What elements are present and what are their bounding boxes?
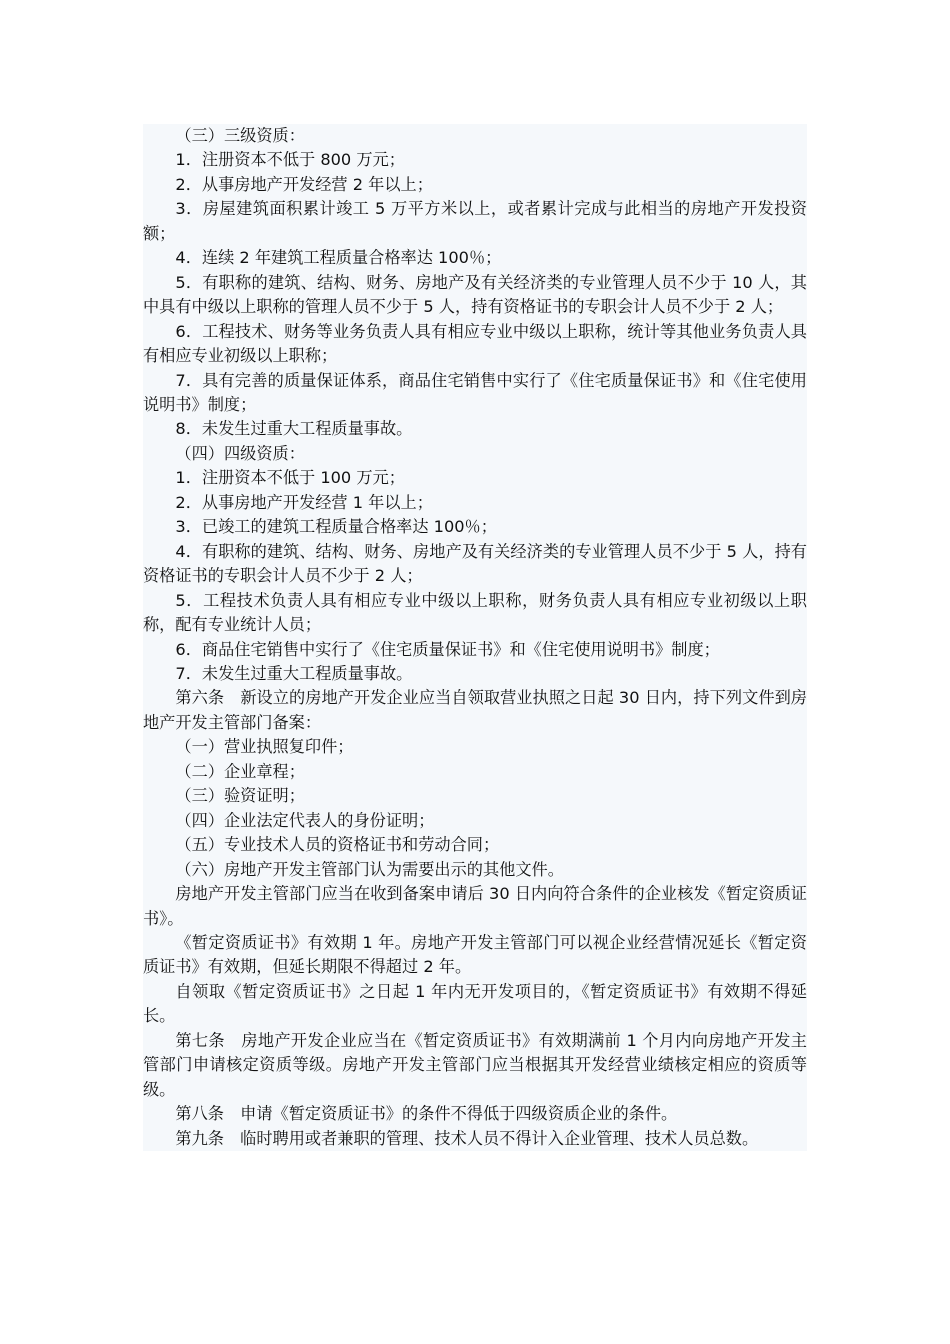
paragraph: 房地产开发主管部门应当在收到备案申请后 30 日内向符合条件的企业核发《暂定资质证书》。	[143, 884, 807, 928]
list-item: 3．房屋建筑面积累计竣工 5 万平方米以上，或者累计完成与此相当的房地产开发投资额；	[143, 199, 807, 243]
list-item: 4．有职称的建筑、结构、财务、房地产及有关经济类的专业管理人员不少于 5 人，持有资格证书的专职会计人员不少于 2 人；	[143, 541, 807, 586]
paragraph: 自领取《暂定资质证书》之日起 1 年内无开发项目的，《暂定资质证书》有效期不得延长。	[143, 981, 807, 1026]
article-9: 第九条 临时聘用或者兼职的管理、技术人员不得计入企业管理、技术人员总数。	[175, 1128, 759, 1148]
section-heading-grade-4: （四）四级资质：	[175, 443, 305, 463]
list-item: 8．未发生过重大工程质量事故。	[175, 419, 413, 439]
list-item: 6．工程技术、财务等业务负责人具有相应专业中级以上职称，统计等其他业务负责人具有相应专业初级以上职称；	[143, 321, 807, 366]
list-item: 7．具有完善的质量保证体系，商品住宅销售中实行了《住宅质量保证书》和《住宅使用说明书》制度；	[143, 370, 807, 414]
article-6: 第六条 新设立的房地产开发企业应当自领取营业执照之日起 30 日内，持下列文件到房地产开发主管部门备案：	[143, 688, 807, 732]
list-item: 5．有职称的建筑、结构、财务、房地产及有关经济类的专业管理人员不少于 10 人，其中具有中级以上职称的管理人员不少于 5 人，持有资格证书的专职会计人员不少于 2 人；	[143, 272, 807, 317]
article-7: 第七条 房地产开发企业应当在《暂定资质证书》有效期满前 1 个月内向房地产开发主管部门申请核定资质等级。房地产开发主管部门应当根据其开发经营业绩核定相应的资质等级。	[143, 1030, 807, 1099]
list-item: （六）房地产开发主管部门认为需要出示的其他文件。	[175, 859, 564, 879]
list-item: （五）专业技术人员的资格证书和劳动合同；	[175, 835, 500, 855]
list-item: 7．未发生过重大工程质量事故。	[175, 663, 413, 683]
paragraph: 《暂定资质证书》有效期 1 年。房地产开发主管部门可以视企业经营情况延长《暂定资质证书》有效期，但延长期限不得超过 2 年。	[143, 932, 807, 977]
list-item: 6．商品住宅销售中实行了《住宅质量保证书》和《住宅使用说明书》制度；	[175, 639, 720, 659]
list-item: 3．已竣工的建筑工程质量合格率达 100％；	[175, 517, 497, 537]
list-item: （四）企业法定代表人的身份证明；	[175, 810, 435, 830]
section-heading-grade-3: （三）三级资质：	[175, 126, 305, 145]
list-item: （三）验资证明；	[175, 786, 305, 806]
list-item: 1．注册资本不低于 800 万元；	[175, 150, 405, 170]
list-item: 4．连续 2 年建筑工程质量合格率达 100％；	[175, 248, 502, 268]
list-item: （一）营业执照复印件；	[175, 737, 354, 757]
list-item: 5．工程技术负责人具有相应专业中级以上职称，财务负责人具有相应专业初级以上职称，配有专业统计人员；	[143, 590, 807, 635]
article-8: 第八条 申请《暂定资质证书》的条件不得低于四级资质企业的条件。	[175, 1104, 678, 1124]
list-item: 2．从事房地产开发经营 1 年以上；	[175, 492, 433, 512]
list-item: 1．注册资本不低于 100 万元；	[175, 468, 405, 488]
document-body	[143, 124, 807, 1151]
list-item: 2．从事房地产开发经营 2 年以上；	[175, 174, 433, 194]
list-item: （二）企业章程；	[175, 761, 305, 781]
